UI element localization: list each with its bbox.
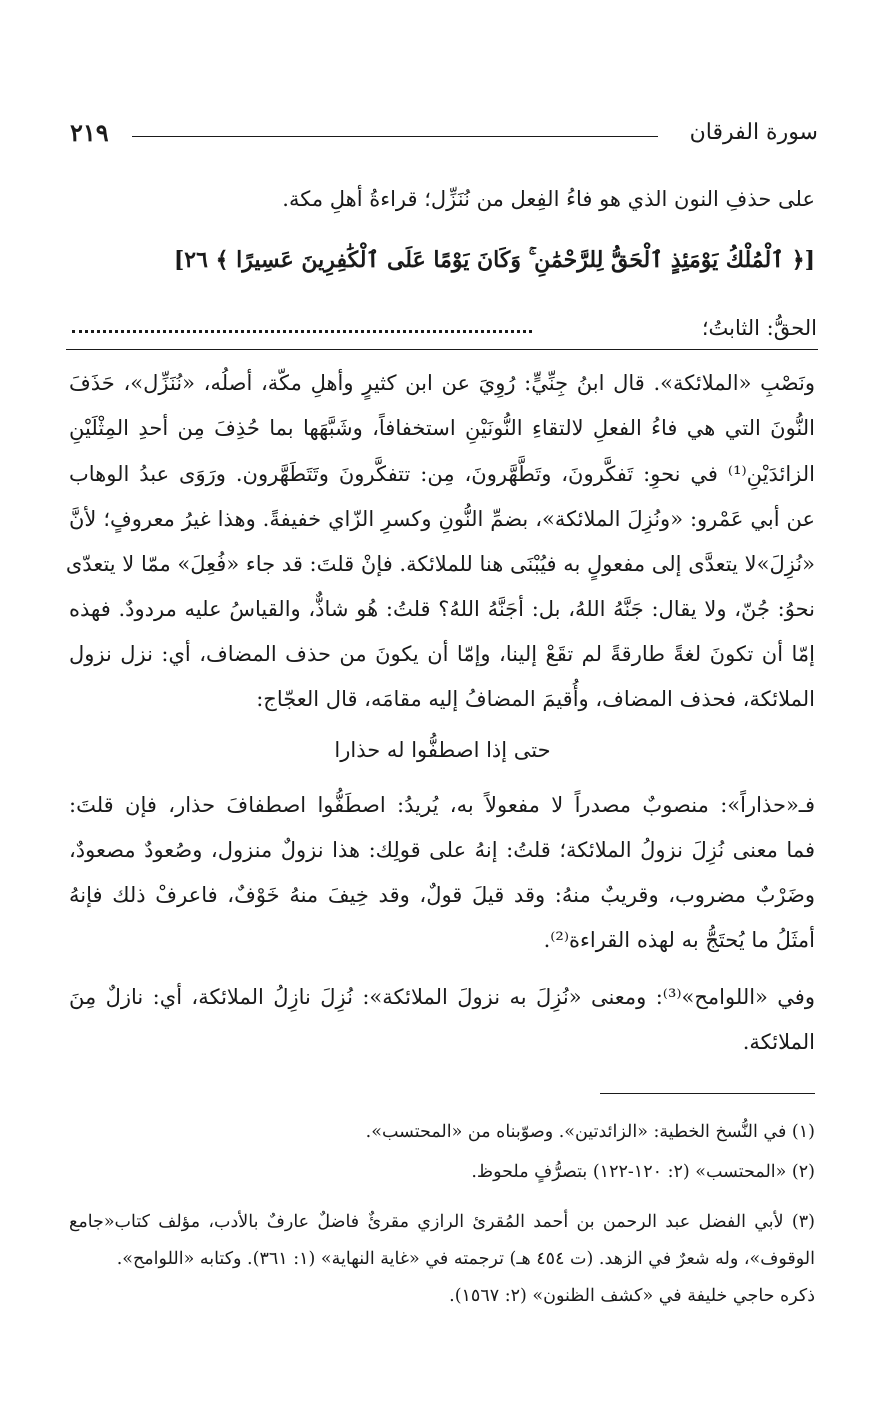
footnote-3-line-2: الوقوف»، وله شعرٌ في الزهد. (ت ٤٥٤ هـ) ترجمته في «غاية النهاية» (١: ٣٦١). وكتابه «اللوامح».	[116, 1249, 815, 1269]
para3-line-2: الملائكة.	[742, 1030, 815, 1054]
lemma-dotted-leader	[72, 330, 532, 333]
body-line-6: نحوُ: جُنّ، ولا يقال: جَنَّهُ اللهُ، بل: أجَنَّهُ اللهُ؟ قلتُ: هُو شاذٌّ، والقياسُ عليه مردودٌ. فهذه	[69, 597, 815, 621]
para2-line-3: وضَرْبٌ مضروب، وقريبٌ منهُ: وقد قيلَ قولٌ، وقد خِيفَ منهُ خَوْفٌ، فاعرفْ ذلك فإنهُ	[69, 883, 815, 907]
footnote-rule	[600, 1093, 815, 1094]
para2-line-1: فـ«حذاراً»: منصوبٌ مصدراً لا مفعولاً به، يُريدُ: اصطَفُّوا اصطفافَ حذار، فإن قلتَ:	[69, 793, 815, 817]
top-line: على حذفِ النون الذي هو فاءُ الفِعل من نُنَزِّل؛ قراءةُ أهلِ مكة.	[282, 187, 815, 211]
header-rule	[132, 136, 658, 137]
para2-line-4: أمثَلُ ما يُحتَجُّ به لهذه القراءة⁽²⁾.	[543, 928, 815, 952]
body-line-4: عن أبي عَمْرو: «ونُزِلَ الملائكة»، بضمِّ النُّونِ وكسرِ الزّاي خفيفةً. وهذا غيرُ معروفٍ؛ لأنَّ	[69, 507, 815, 531]
para2-line-2: فما معنى نُزِلَ نزولُ الملائكة؛ قلتُ: إنهُ على قولِك: هذا نزولٌ منزول، وصُعودٌ مصعودٌ،	[69, 838, 815, 862]
poetry-verse: حتى إذا اصطفُّوا له حذارا	[334, 738, 551, 762]
body-line-7: إمّا أن تكونَ لغةً طارقةً لم تقَعْ إلينا، وإمّا أن يكونَ من حذف المضاف، أي: نزل نزول	[69, 642, 815, 666]
footnote-2: (٢) «المحتسب» (٢: ١٢٠-١٢٢) بتصرُّفٍ ملحوظ.	[471, 1162, 815, 1182]
lemma-heading: الحقُّ: الثابتُ؛	[701, 316, 817, 340]
body-line-1: ونَصْبِ «الملائكة». قال ابنُ جِنِّيٍّ: رُوِيَ عن ابن كثيرٍ وأهلِ مكّة، أصلُه، «نُنَزِّل»، حَذَفَ	[69, 371, 815, 395]
footnote-3-line-1: (٣) لأبي الفضل عبد الرحمن بن أحمد المُقرئ الرازي مقرئٌ فاضلٌ عارفٌ بالأدب، مؤلف كتاب«جامع	[69, 1212, 815, 1232]
para3-line-1: وفي «اللوامح»⁽³⁾: ومعنى «نُزِلَ به نزولَ الملائكة»: نُزِلَ نازِلُ الملائكة، أي: نازلٌ مِنَ	[69, 985, 815, 1009]
body-line-2: النُّونَ التي هي فاءُ الفعلِ لالتقاءِ النُّونَيْنِ استخفافاً، وشَبَّهَها بما حُذِفَ مِن أحدِ المِثْلَيْنِ	[69, 416, 815, 440]
body-line-8: الملائكة، فحذف المضاف، وأُقيمَ المضافُ إليه مقامَه، قال العجّاج:	[256, 687, 815, 711]
quran-verse: [﴿ ٱلْمُلْكُ يَوْمَئِذٍ ٱلْحَقُّ لِلرَّحْمَٰنِ ۚ وَكَانَ يَوْمًا عَلَى ٱلْكَٰفِرِينَ عَسِيرًا ﴾ ٢٦]	[173, 247, 815, 273]
running-title: سورة الفرقان	[689, 120, 818, 145]
page-header	[70, 118, 818, 152]
section-rule	[66, 349, 818, 350]
page-number: ٢١٩	[70, 118, 109, 147]
body-line-3: الزائدَيْنِ⁽¹⁾ في نحوِ: تَفكَّرونَ، وتَطَّهَّرونَ، مِن: تتفكَّرونَ وتَتَطَهَّرون. ورَوَى عبدُ الوهاب	[69, 462, 815, 486]
footnote-1: (١) في النُّسخ الخطية: «الزائدتين». وصوّبناه من «المحتسب».	[365, 1122, 815, 1142]
body-line-5: «نُزِلَ»لا يتعدَّى إلى مفعولٍ به فيُبْنَى هنا للملائكة. فإنْ قلتَ: قد جاء «فُعِلَ» ممّا لا يتعدّى	[65, 552, 815, 576]
footnote-3-line-3: ذكره حاجي خليفة في «كشف الظنون» (٢: ١٥٦٧).	[449, 1286, 815, 1306]
